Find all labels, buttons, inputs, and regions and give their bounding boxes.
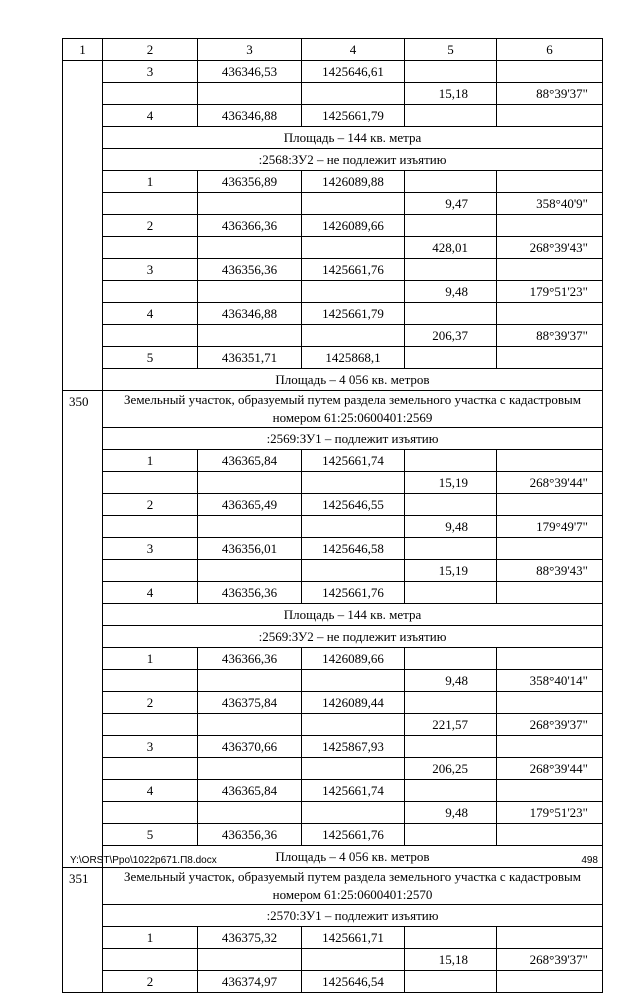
empty-cell [302, 758, 405, 780]
coord-y: 1426089,66 [302, 215, 405, 237]
empty-cell [198, 237, 302, 259]
table-row [63, 259, 603, 281]
empty-cell [497, 692, 603, 714]
empty-cell [497, 215, 603, 237]
distance: 15,19 [405, 472, 497, 494]
table-row [63, 692, 603, 714]
distance: 9,48 [405, 670, 497, 692]
parcel-status: :2568:ЗУ2 – не подлежит изъятию [103, 149, 603, 171]
empty-cell [103, 560, 198, 582]
empty-cell [497, 171, 603, 193]
empty-cell [302, 193, 405, 215]
coord-y: 1425646,58 [302, 538, 405, 560]
parcel-status: :2569:ЗУ2 – не подлежит изъятию [103, 626, 603, 648]
empty-cell [103, 516, 198, 538]
coord-y: 1425661,71 [302, 927, 405, 949]
empty-cell [198, 802, 302, 824]
empty-cell [497, 582, 603, 604]
empty-cell [103, 325, 198, 347]
coord-x: 436370,66 [198, 736, 302, 758]
coord-x: 436356,36 [198, 259, 302, 281]
table-row [63, 905, 603, 927]
point-number: 5 [103, 824, 198, 846]
coord-y: 1425661,79 [302, 303, 405, 325]
table-row [63, 780, 603, 802]
distance: 428,01 [405, 237, 497, 259]
empty-cell [302, 714, 405, 736]
empty-cell [405, 494, 497, 516]
point-number: 3 [103, 259, 198, 281]
coord-x: 436346,88 [198, 105, 302, 127]
page-number: 498 [581, 855, 598, 866]
point-number: 1 [103, 450, 198, 472]
coord-x: 436365,49 [198, 494, 302, 516]
coord-x: 436356,89 [198, 171, 302, 193]
table-row [63, 281, 603, 303]
empty-cell [198, 325, 302, 347]
table-row [63, 648, 603, 670]
coord-x: 436351,71 [198, 347, 302, 369]
coord-x: 436366,36 [198, 648, 302, 670]
empty-cell [497, 736, 603, 758]
point-number: 3 [103, 61, 198, 83]
table-row [63, 538, 603, 560]
column-header: 4 [302, 39, 405, 61]
table-row [63, 83, 603, 105]
empty-cell [198, 949, 302, 971]
bearing: 268°39'43" [497, 237, 603, 259]
empty-cell [405, 61, 497, 83]
column-header: 5 [405, 39, 497, 61]
table-row [63, 450, 603, 472]
empty-cell [103, 83, 198, 105]
empty-cell [103, 237, 198, 259]
empty-cell [198, 516, 302, 538]
parcel-status: :2569:ЗУ1 – подлежит изъятию [103, 428, 603, 450]
table-row [63, 971, 603, 993]
row-number-cell: 350 [63, 391, 103, 868]
point-number: 4 [103, 582, 198, 604]
empty-cell [405, 824, 497, 846]
table-row [63, 802, 603, 824]
column-header: 2 [103, 39, 198, 61]
empty-cell [497, 303, 603, 325]
parcel-description: Земельный участок, образуемый путем раздела земельного участка с кадастровым номером 61:25:0600401:2569 [103, 391, 603, 428]
point-number: 2 [103, 215, 198, 237]
coord-y: 1425867,93 [302, 736, 405, 758]
coord-y: 1425661,76 [302, 259, 405, 281]
coord-x: 436346,88 [198, 303, 302, 325]
table-row [63, 303, 603, 325]
empty-cell [405, 347, 497, 369]
coord-x: 436356,01 [198, 538, 302, 560]
empty-cell [103, 670, 198, 692]
bearing: 179°49'7" [497, 516, 603, 538]
empty-cell [198, 472, 302, 494]
point-number: 4 [103, 303, 198, 325]
coord-y: 1425661,79 [302, 105, 405, 127]
empty-cell [405, 736, 497, 758]
table-row [63, 428, 603, 450]
table-row [63, 868, 603, 905]
empty-cell [497, 824, 603, 846]
bearing: 268°39'44" [497, 472, 603, 494]
point-number: 5 [103, 347, 198, 369]
empty-cell [405, 780, 497, 802]
area-row: Площадь – 4 056 кв. метров [103, 846, 603, 868]
empty-cell [497, 347, 603, 369]
table-row [63, 171, 603, 193]
coord-y: 1425646,55 [302, 494, 405, 516]
distance: 221,57 [405, 714, 497, 736]
table-row [63, 215, 603, 237]
distance: 15,18 [405, 83, 497, 105]
table-row [63, 604, 603, 626]
empty-cell [302, 560, 405, 582]
point-number: 1 [103, 171, 198, 193]
coord-y: 1425646,61 [302, 61, 405, 83]
row-number-cell: 351 [63, 868, 103, 993]
empty-cell [405, 215, 497, 237]
empty-cell [405, 582, 497, 604]
area-row: Площадь – 144 кв. метра [103, 127, 603, 149]
empty-cell [103, 472, 198, 494]
empty-cell [497, 648, 603, 670]
empty-cell [405, 927, 497, 949]
coord-x: 436375,84 [198, 692, 302, 714]
point-number: 3 [103, 736, 198, 758]
parcel-description: Земельный участок, образуемый путем раздела земельного участка с кадастровым номером 61:25:0600401:2570 [103, 868, 603, 905]
empty-cell [405, 450, 497, 472]
bearing: 268°39'37" [497, 714, 603, 736]
footer-file-path: Y:\ORST\Ppo\1022p671.П8.docx [70, 855, 217, 866]
empty-cell [497, 971, 603, 993]
table-row [63, 39, 603, 61]
empty-cell [103, 802, 198, 824]
coord-x: 436366,36 [198, 215, 302, 237]
table-row [63, 626, 603, 648]
empty-cell [497, 450, 603, 472]
bearing: 268°39'37" [497, 949, 603, 971]
empty-cell [405, 105, 497, 127]
point-number: 2 [103, 494, 198, 516]
distance: 206,25 [405, 758, 497, 780]
area-row: Площадь – 4 056 кв. метров [103, 369, 603, 391]
empty-cell [497, 780, 603, 802]
row-number-cell [63, 61, 103, 391]
table-row [63, 325, 603, 347]
table-row [63, 927, 603, 949]
distance: 9,47 [405, 193, 497, 215]
bearing: 268°39'44" [497, 758, 603, 780]
table-row [63, 758, 603, 780]
coord-x: 436375,32 [198, 927, 302, 949]
empty-cell [103, 281, 198, 303]
coord-x: 436365,84 [198, 780, 302, 802]
empty-cell [103, 714, 198, 736]
coord-y: 1426089,66 [302, 648, 405, 670]
bearing: 88°39'37" [497, 325, 603, 347]
table-row [63, 237, 603, 259]
coord-y: 1425661,74 [302, 450, 405, 472]
table-row [63, 472, 603, 494]
coord-x: 436365,84 [198, 450, 302, 472]
empty-cell [198, 83, 302, 105]
table-row [63, 149, 603, 171]
empty-cell [198, 714, 302, 736]
distance: 206,37 [405, 325, 497, 347]
table-row [63, 582, 603, 604]
point-number: 2 [103, 971, 198, 993]
coord-y: 1425661,76 [302, 582, 405, 604]
empty-cell [405, 171, 497, 193]
empty-cell [405, 259, 497, 281]
coord-x: 436356,36 [198, 824, 302, 846]
empty-cell [103, 193, 198, 215]
table-row [63, 670, 603, 692]
distance: 15,18 [405, 949, 497, 971]
table-row [63, 824, 603, 846]
empty-cell [198, 193, 302, 215]
bearing: 88°39'37" [497, 83, 603, 105]
table-row [63, 560, 603, 582]
coord-x: 436356,36 [198, 582, 302, 604]
empty-cell [302, 949, 405, 971]
table-row [63, 516, 603, 538]
empty-cell [103, 949, 198, 971]
point-number: 4 [103, 780, 198, 802]
coord-y: 1425646,54 [302, 971, 405, 993]
empty-cell [497, 61, 603, 83]
point-number: 3 [103, 538, 198, 560]
column-header: 1 [63, 39, 103, 61]
coord-y: 1425868,1 [302, 347, 405, 369]
table-row [63, 193, 603, 215]
empty-cell [302, 472, 405, 494]
bearing: 358°40'14" [497, 670, 603, 692]
distance: 9,48 [405, 802, 497, 824]
table-row [63, 949, 603, 971]
empty-cell [405, 971, 497, 993]
coord-y: 1426089,88 [302, 171, 405, 193]
empty-cell [405, 648, 497, 670]
parcel-status: :2570:ЗУ1 – подлежит изъятию [103, 905, 603, 927]
bearing: 88°39'43" [497, 560, 603, 582]
table-row [63, 736, 603, 758]
coord-x: 436346,53 [198, 61, 302, 83]
column-header: 3 [198, 39, 302, 61]
coord-y: 1425661,74 [302, 780, 405, 802]
empty-cell [302, 325, 405, 347]
table-row [63, 105, 603, 127]
empty-cell [198, 281, 302, 303]
distance: 9,48 [405, 516, 497, 538]
point-number: 1 [103, 648, 198, 670]
point-number: 1 [103, 927, 198, 949]
distance: 15,19 [405, 560, 497, 582]
empty-cell [302, 802, 405, 824]
coord-y: 1426089,44 [302, 692, 405, 714]
empty-cell [198, 560, 302, 582]
bearing: 358°40'9" [497, 193, 603, 215]
bearing: 179°51'23" [497, 281, 603, 303]
empty-cell [302, 516, 405, 538]
table-row [63, 61, 603, 83]
empty-cell [198, 670, 302, 692]
empty-cell [198, 758, 302, 780]
bearing: 179°51'23" [497, 802, 603, 824]
empty-cell [497, 105, 603, 127]
table-row [63, 369, 603, 391]
table-row [63, 127, 603, 149]
empty-cell [405, 538, 497, 560]
area-row: Площадь – 144 кв. метра [103, 604, 603, 626]
coord-x: 436374,97 [198, 971, 302, 993]
empty-cell [302, 83, 405, 105]
point-number: 2 [103, 692, 198, 714]
empty-cell [302, 281, 405, 303]
coordinates-table [62, 38, 603, 993]
coord-y: 1425661,76 [302, 824, 405, 846]
empty-cell [497, 538, 603, 560]
table-row [63, 391, 603, 428]
empty-cell [405, 692, 497, 714]
table-row [63, 714, 603, 736]
empty-cell [497, 927, 603, 949]
column-header: 6 [497, 39, 603, 61]
empty-cell [497, 259, 603, 281]
empty-cell [103, 758, 198, 780]
point-number: 4 [103, 105, 198, 127]
table-row [63, 494, 603, 516]
empty-cell [302, 670, 405, 692]
empty-cell [405, 303, 497, 325]
distance: 9,48 [405, 281, 497, 303]
table-row [63, 347, 603, 369]
empty-cell [497, 494, 603, 516]
empty-cell [302, 237, 405, 259]
